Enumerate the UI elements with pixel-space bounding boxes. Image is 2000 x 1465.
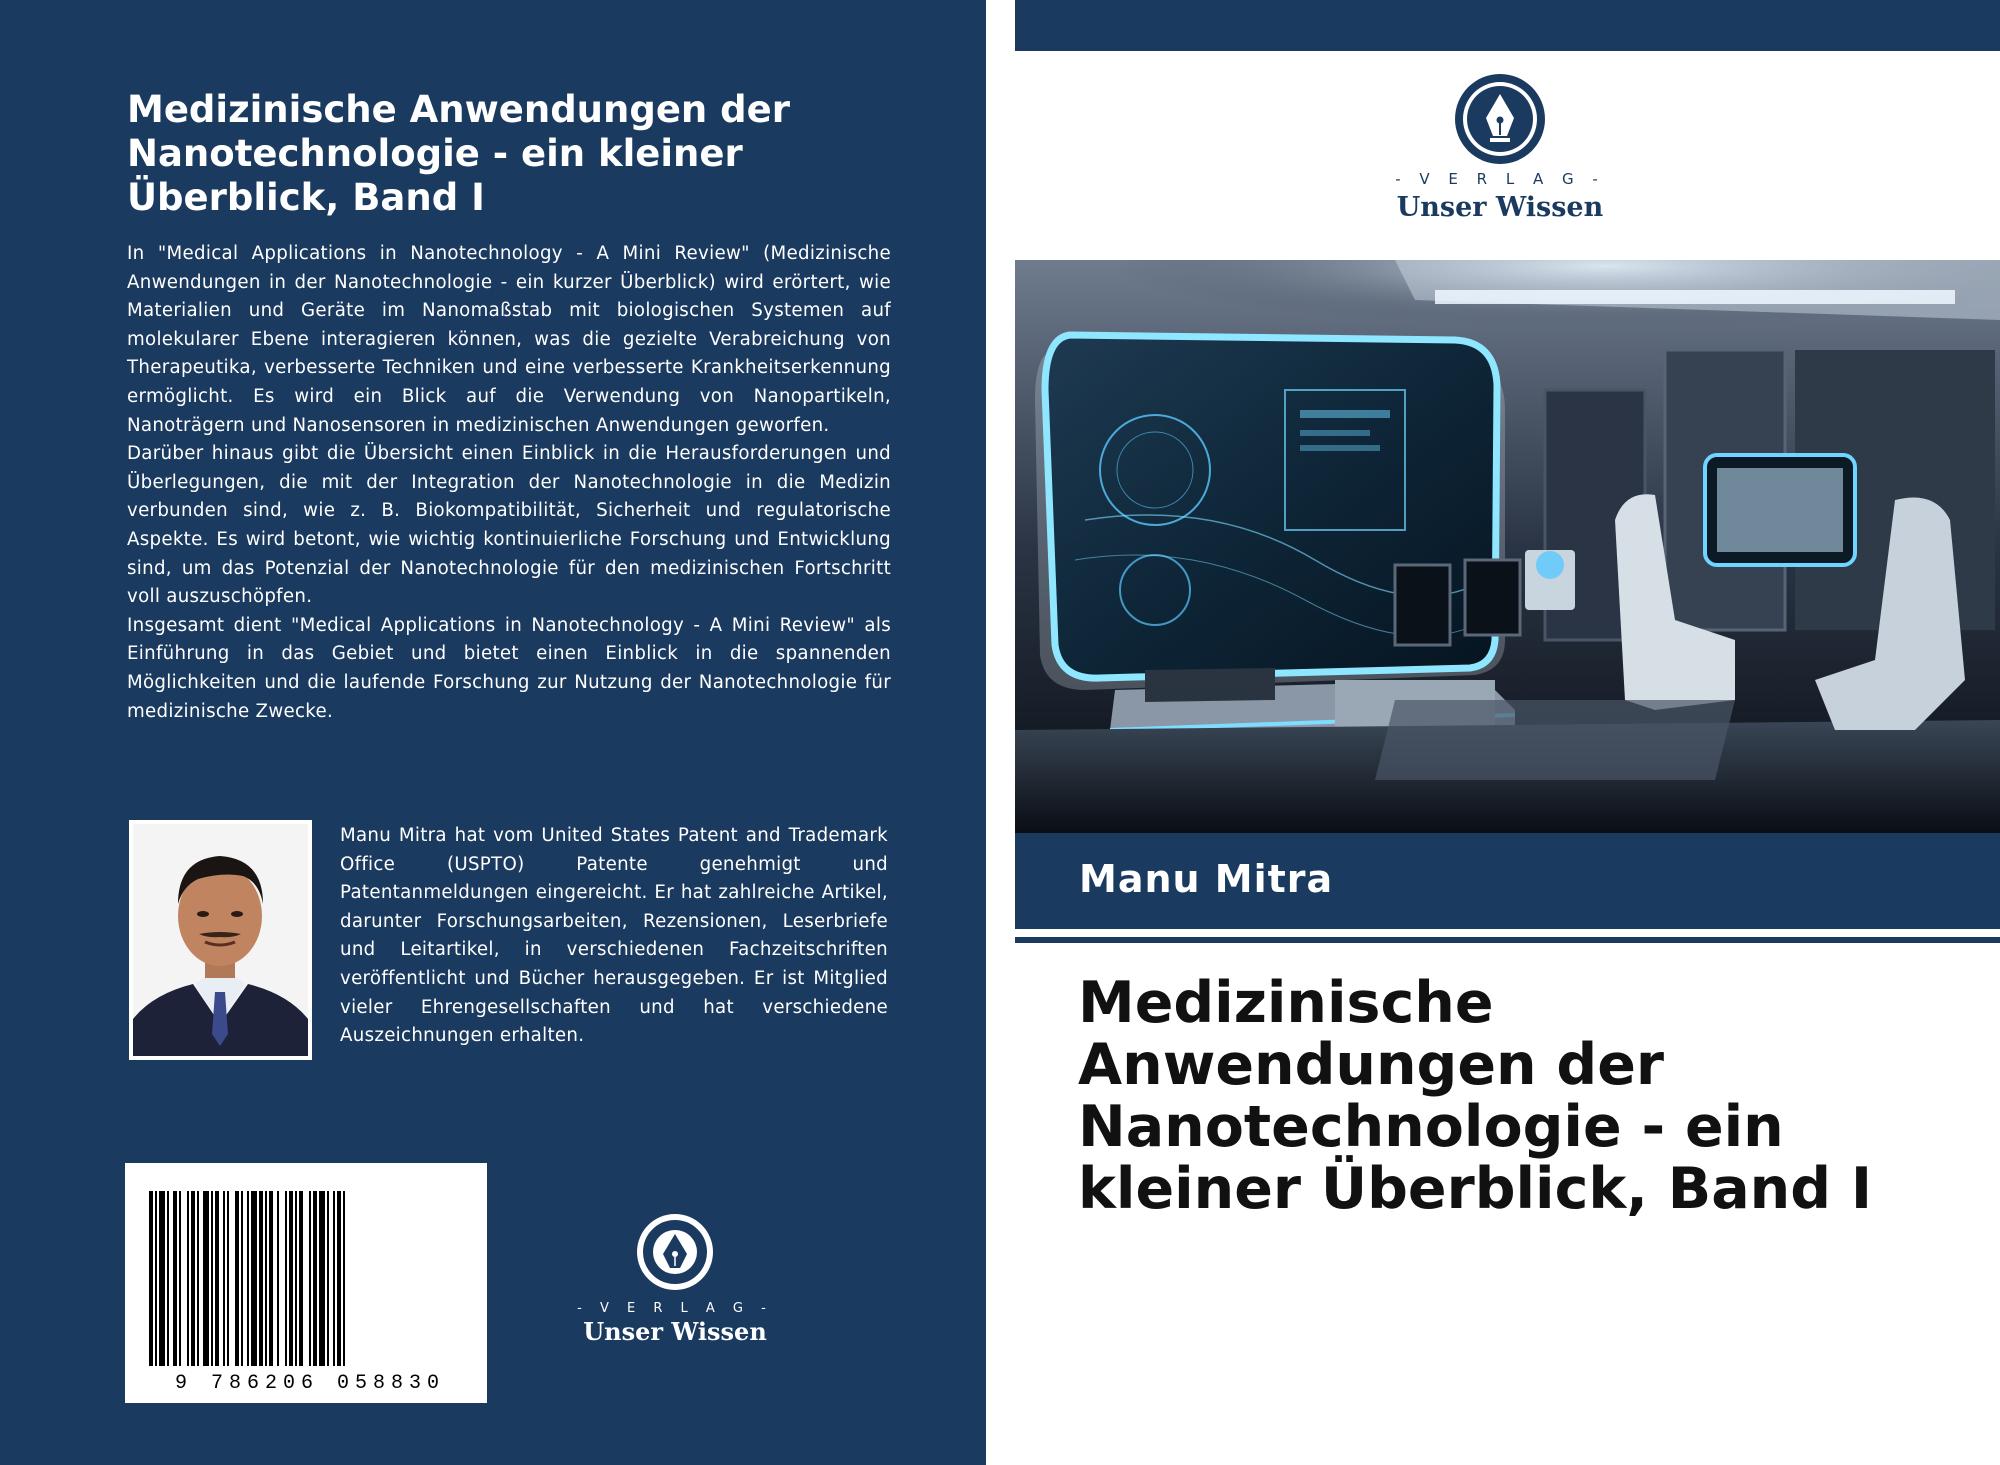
logo-verlag-text: - V E R L A G - xyxy=(577,1301,773,1316)
barcode-bar xyxy=(251,1191,257,1366)
logo-verlag-text: - V E R L A G - xyxy=(1395,170,1605,188)
barcode-bar xyxy=(277,1191,279,1366)
barcode-bar xyxy=(309,1191,311,1366)
cover-illustration xyxy=(1015,260,2000,833)
barcode-bar xyxy=(343,1191,345,1366)
barcode-bar xyxy=(191,1191,195,1366)
barcode-bar xyxy=(215,1191,219,1366)
barcode-bar xyxy=(179,1191,181,1366)
barcode-bar xyxy=(289,1191,293,1366)
barcode-bar xyxy=(197,1191,199,1366)
divider-rule xyxy=(1015,937,2000,943)
author-band xyxy=(1015,833,2000,929)
barcode-bar xyxy=(227,1191,229,1366)
publisher-logo-front xyxy=(1380,72,1620,232)
author-portrait-image xyxy=(133,824,308,1056)
barcode-bar xyxy=(235,1191,239,1366)
blurb-paragraph: In "Medical Applications in Nanotechnology - A Mini Review" (Medizinische Anwendungen in der Nanotechnologie - ein kurzer Überblick) wird erörtert, wie Materialien und Geräte im Nanomaßstab mit biologischen Systemen auf molekularer Ebene interagieren können, was die gezielte Verabreichung von Therapeutika, verbesserte Techniken und eine verbesserte Krankheitserkennung ermöglicht. Es wird ein Blick auf die Verwendung von Nanopartikeln, Nanoträgern und Nanosensoren in medizinischen Anwendungen geworfen. xyxy=(127,243,891,436)
logo-name-text: Unser Wissen xyxy=(1396,192,1604,223)
author-bio: Manu Mitra hat vom United States Patent and Trademark Office (USPTO) Patente genehmigt und Patentanmeldungen eingereicht. Er hat zahlreiche Artikel, darunter Forschungsarbeiten, Rezensionen, Leserbriefe und Leitartikel, in verschiedenen Fachzeitschriften veröffentlicht und Bücher herausgegeben. Er ist Mitglied vieler Ehrengesellschaften und hat verschiedene Auszeichnungen erhalten. xyxy=(340,825,888,1047)
barcode-bar xyxy=(167,1191,169,1366)
barcode-bar xyxy=(173,1191,177,1366)
blurb-paragraph: Insgesamt dient "Medical Applications in Nanotechnology - A Mini Review" als Einführung in das Gebiet und bietet einen Einblick in die spannenden Möglichkeiten und die laufende Forschung zur Nutzung der Nanotechnologie für medizinische Zwecke. xyxy=(127,614,891,722)
barcode-bar xyxy=(149,1191,153,1366)
barcode-bar xyxy=(155,1191,157,1366)
barcode-bar xyxy=(187,1191,189,1366)
author-name: Manu Mitra xyxy=(1079,857,1334,901)
logo-name-text: Unser Wissen xyxy=(583,1317,767,1346)
barcode-bar xyxy=(327,1191,329,1366)
barcode-bar xyxy=(203,1191,209,1366)
back-cover-title: Medizinische Anwendungen der Nanotechnologie - ein kleiner Überblick, Band I xyxy=(127,88,790,219)
barcode-bar xyxy=(285,1191,287,1366)
barcode-bar xyxy=(159,1191,165,1366)
barcode-bar xyxy=(265,1191,267,1366)
barcode-bar xyxy=(259,1191,263,1366)
publisher-pen-nib-icon xyxy=(1380,72,1620,232)
publisher-logo-back xyxy=(570,1210,780,1350)
author-photo xyxy=(129,820,312,1060)
barcode-bar xyxy=(333,1191,335,1366)
barcode-bar xyxy=(295,1191,297,1366)
barcode-bar xyxy=(337,1191,341,1366)
barcode-image xyxy=(125,1163,487,1403)
publisher-seal-icon xyxy=(570,1210,780,1350)
barcode-bar xyxy=(211,1191,213,1366)
front-cover-title: Medizinische Anwendungen der Nanotechnologie - ein kleiner Überblick, Band I xyxy=(1078,970,1873,1222)
barcode-bar xyxy=(319,1191,325,1366)
back-cover xyxy=(0,0,986,1465)
barcode-bar xyxy=(269,1191,273,1366)
isbn-barcode xyxy=(125,1163,487,1403)
front-top-bar xyxy=(1015,0,2000,51)
futuristic-lab-image xyxy=(1015,260,2000,833)
barcode-bar xyxy=(313,1191,317,1366)
book-blurb xyxy=(127,240,891,726)
barcode-bar xyxy=(299,1191,303,1366)
isbn-digits: 9 786206 058830 xyxy=(174,1372,446,1395)
barcode-bar xyxy=(241,1191,243,1366)
barcode-bar xyxy=(223,1191,225,1366)
blurb-paragraph: Darüber hinaus gibt die Übersicht einen Einblick in die Herausforderungen und Überlegungen, die mit der Integration der Nanotechnologie in die Medizin verbunden sind, wie z. B. Biokompatibilität, Sicherheit und regulatorische Aspekte. Es wird betont, wie wichtig kontinuierliche Forschung und Entwicklung sind, um das Potenzial der Nanotechnologie für den medizinischen Fortschritt voll auszuschöpfen. xyxy=(127,443,891,608)
barcode-bar xyxy=(247,1191,249,1366)
